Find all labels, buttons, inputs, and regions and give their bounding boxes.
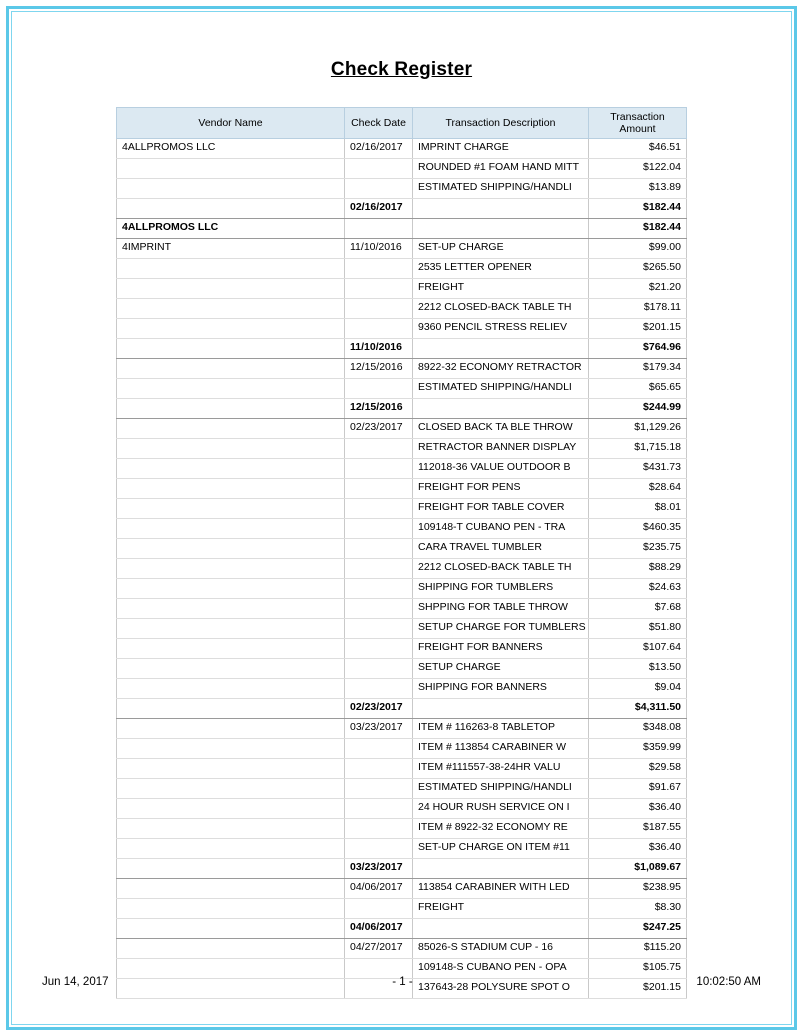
table-row (117, 519, 687, 539)
cell-vendor-name (117, 159, 345, 179)
table-row (117, 259, 687, 279)
cell-vendor-name (117, 179, 345, 199)
page-title: Check Register (330, 59, 473, 80)
cell-vendor-name (117, 439, 345, 459)
cell-transaction-amount: $51.80 (589, 619, 687, 639)
cell-vendor-name (117, 719, 345, 739)
cell-check-date (345, 579, 413, 599)
cell-transaction-description: SET-UP CHARGE (413, 239, 589, 259)
cell-transaction-description: 109148-S CUBANO PEN - OPA (413, 959, 589, 979)
cell-transaction-amount: $8.01 (589, 499, 687, 519)
cell-transaction-amount: $13.50 (589, 659, 687, 679)
table-row (117, 319, 687, 339)
cell-check-date: 12/15/2016 (345, 359, 413, 379)
check-register-table (116, 107, 687, 999)
table-row (117, 719, 687, 739)
column-header-transaction-description: Transaction Description (413, 108, 589, 139)
cell-vendor-name (117, 659, 345, 679)
cell-vendor-name (117, 899, 345, 919)
cell-vendor-name (117, 859, 345, 879)
cell-check-date: 03/23/2017 (345, 859, 413, 879)
footer-date: Jun 14, 2017 (42, 976, 109, 988)
cell-check-date: 02/16/2017 (345, 139, 413, 159)
cell-check-date (345, 219, 413, 239)
table-row (117, 339, 687, 359)
cell-transaction-description: FREIGHT (413, 279, 589, 299)
cell-check-date (345, 619, 413, 639)
cell-check-date (345, 639, 413, 659)
cell-vendor-name (117, 359, 345, 379)
table-row (117, 759, 687, 779)
cell-check-date (345, 459, 413, 479)
cell-transaction-description: FREIGHT FOR PENS (413, 479, 589, 499)
cell-transaction-amount: $182.44 (589, 199, 687, 219)
cell-transaction-amount: $764.96 (589, 339, 687, 359)
cell-transaction-amount: $460.35 (589, 519, 687, 539)
table-row (117, 799, 687, 819)
cell-transaction-amount: $1,129.26 (589, 419, 687, 439)
cell-vendor-name (117, 619, 345, 639)
cell-transaction-amount: $359.99 (589, 739, 687, 759)
table-row (117, 599, 687, 619)
cell-vendor-name (117, 479, 345, 499)
table-row (117, 239, 687, 259)
cell-transaction-description: 8922-32 ECONOMY RETRACTOR (413, 359, 589, 379)
cell-transaction-amount: $7.68 (589, 599, 687, 619)
cell-vendor-name (117, 739, 345, 759)
cell-transaction-amount: $201.15 (589, 319, 687, 339)
cell-vendor-name (117, 839, 345, 859)
cell-transaction-amount: $107.64 (589, 639, 687, 659)
cell-transaction-amount: $65.65 (589, 379, 687, 399)
cell-transaction-amount: $179.34 (589, 359, 687, 379)
cell-vendor-name (117, 339, 345, 359)
cell-transaction-amount: $201.15 (589, 979, 687, 999)
table-row (117, 839, 687, 859)
cell-check-date (345, 839, 413, 859)
table-row (117, 479, 687, 499)
cell-transaction-description: CLOSED BACK TA BLE THROW (413, 419, 589, 439)
cell-transaction-description: FREIGHT FOR BANNERS (413, 639, 589, 659)
cell-vendor-name (117, 819, 345, 839)
table-row (117, 159, 687, 179)
table-row (117, 539, 687, 559)
cell-check-date (345, 279, 413, 299)
table-row (117, 499, 687, 519)
cell-transaction-description: ESTIMATED SHIPPING/HANDLI (413, 179, 589, 199)
table-row (117, 699, 687, 719)
cell-transaction-amount: $1,089.67 (589, 859, 687, 879)
column-header-transaction-amount: Transaction Amount (589, 108, 687, 139)
cell-check-date (345, 739, 413, 759)
table-body (117, 139, 687, 999)
table-row (117, 619, 687, 639)
cell-vendor-name (117, 579, 345, 599)
cell-check-date (345, 759, 413, 779)
cell-transaction-description: 2535 LETTER OPENER (413, 259, 589, 279)
cell-transaction-amount: $187.55 (589, 819, 687, 839)
cell-check-date (345, 519, 413, 539)
cell-transaction-description (413, 339, 589, 359)
cell-vendor-name (117, 319, 345, 339)
cell-check-date (345, 599, 413, 619)
cell-check-date (345, 439, 413, 459)
cell-check-date (345, 539, 413, 559)
cell-transaction-description: ITEM # 8922-32 ECONOMY RE (413, 819, 589, 839)
table-row (117, 939, 687, 959)
cell-check-date: 02/23/2017 (345, 699, 413, 719)
table-row (117, 139, 687, 159)
cell-transaction-amount: $244.99 (589, 399, 687, 419)
table-row (117, 739, 687, 759)
cell-vendor-name (117, 879, 345, 899)
cell-transaction-description: SHIPPING FOR TUMBLERS (413, 579, 589, 599)
cell-transaction-description: FREIGHT (413, 899, 589, 919)
cell-transaction-description: SETUP CHARGE (413, 659, 589, 679)
cell-vendor-name: 4ALLPROMOS LLC (117, 219, 345, 239)
cell-check-date (345, 679, 413, 699)
cell-transaction-amount: $8.30 (589, 899, 687, 919)
cell-vendor-name (117, 779, 345, 799)
cell-transaction-amount: $178.11 (589, 299, 687, 319)
cell-transaction-description: ITEM # 113854 CARABINER W (413, 739, 589, 759)
cell-transaction-amount: $88.29 (589, 559, 687, 579)
table-row (117, 579, 687, 599)
cell-check-date (345, 379, 413, 399)
cell-vendor-name (117, 279, 345, 299)
cell-transaction-amount: $46.51 (589, 139, 687, 159)
cell-check-date: 11/10/2016 (345, 239, 413, 259)
page-footer (42, 976, 761, 988)
cell-transaction-description: 9360 PENCIL STRESS RELIEV (413, 319, 589, 339)
cell-check-date (345, 319, 413, 339)
table-row (117, 899, 687, 919)
cell-transaction-amount: $13.89 (589, 179, 687, 199)
table-row (117, 299, 687, 319)
cell-transaction-description (413, 199, 589, 219)
cell-transaction-amount: $122.04 (589, 159, 687, 179)
cell-transaction-amount: $1,715.18 (589, 439, 687, 459)
footer-page-number: - 1 - (392, 976, 413, 988)
cell-transaction-amount: $36.40 (589, 799, 687, 819)
table-row (117, 859, 687, 879)
cell-check-date (345, 259, 413, 279)
cell-check-date: 04/06/2017 (345, 879, 413, 899)
cell-vendor-name (117, 459, 345, 479)
cell-vendor-name (117, 639, 345, 659)
table-row (117, 879, 687, 899)
cell-vendor-name (117, 759, 345, 779)
cell-transaction-description: ITEM #111557-38-24HR VALU (413, 759, 589, 779)
cell-vendor-name (117, 499, 345, 519)
cell-vendor-name (117, 799, 345, 819)
cell-transaction-description: 112018-36 VALUE OUTDOOR B (413, 459, 589, 479)
report-sheet (15, 15, 788, 1021)
cell-check-date: 02/23/2017 (345, 419, 413, 439)
table-header-row (117, 108, 687, 139)
table-row (117, 279, 687, 299)
cell-transaction-description: IMPRINT CHARGE (413, 139, 589, 159)
cell-transaction-description: CARA TRAVEL TUMBLER (413, 539, 589, 559)
cell-check-date (345, 159, 413, 179)
cell-transaction-amount: $21.20 (589, 279, 687, 299)
cell-check-date (345, 479, 413, 499)
cell-check-date: 03/23/2017 (345, 719, 413, 739)
cell-transaction-description: ESTIMATED SHIPPING/HANDLI (413, 779, 589, 799)
cell-check-date (345, 499, 413, 519)
cell-transaction-amount: $28.64 (589, 479, 687, 499)
cell-check-date (345, 819, 413, 839)
cell-transaction-amount: $115.20 (589, 939, 687, 959)
cell-vendor-name (117, 539, 345, 559)
cell-check-date (345, 779, 413, 799)
table-row (117, 779, 687, 799)
cell-transaction-description: SETUP CHARGE FOR TUMBLERS (413, 619, 589, 639)
cell-transaction-amount: $36.40 (589, 839, 687, 859)
cell-transaction-description: 109148-T CUBANO PEN - TRA (413, 519, 589, 539)
cell-check-date (345, 299, 413, 319)
cell-transaction-description: 24 HOUR RUSH SERVICE ON I (413, 799, 589, 819)
cell-vendor-name (117, 599, 345, 619)
cell-vendor-name (117, 419, 345, 439)
cell-transaction-description: SHIPPING FOR BANNERS (413, 679, 589, 699)
cell-transaction-description: ESTIMATED SHIPPING/HANDLI (413, 379, 589, 399)
table-row (117, 219, 687, 239)
footer-time: 10:02:50 AM (696, 976, 761, 988)
cell-check-date: 04/27/2017 (345, 939, 413, 959)
cell-check-date: 12/15/2016 (345, 399, 413, 419)
table-row (117, 639, 687, 659)
table-row (117, 679, 687, 699)
cell-check-date (345, 559, 413, 579)
table-row (117, 399, 687, 419)
cell-transaction-amount: $24.63 (589, 579, 687, 599)
cell-transaction-amount: $265.50 (589, 259, 687, 279)
table-row (117, 459, 687, 479)
cell-check-date: 04/06/2017 (345, 919, 413, 939)
cell-transaction-amount: $235.75 (589, 539, 687, 559)
cell-transaction-description: RETRACTOR BANNER DISPLAY (413, 439, 589, 459)
cell-vendor-name (117, 399, 345, 419)
cell-transaction-description (413, 919, 589, 939)
table-row (117, 559, 687, 579)
cell-check-date (345, 179, 413, 199)
cell-vendor-name (117, 379, 345, 399)
table-row (117, 919, 687, 939)
cell-check-date (345, 799, 413, 819)
table-row (117, 439, 687, 459)
cell-transaction-description: ITEM # 116263-8 TABLETOP (413, 719, 589, 739)
column-header-check-date: Check Date (345, 108, 413, 139)
cell-transaction-amount: $431.73 (589, 459, 687, 479)
cell-transaction-description (413, 859, 589, 879)
cell-vendor-name (117, 299, 345, 319)
cell-transaction-amount: $105.75 (589, 959, 687, 979)
cell-transaction-description: 137643-28 POLYSURE SPOT O (413, 979, 589, 999)
cell-transaction-amount: $238.95 (589, 879, 687, 899)
cell-transaction-description: 2212 CLOSED-BACK TABLE TH (413, 299, 589, 319)
cell-check-date (345, 899, 413, 919)
cell-vendor-name (117, 559, 345, 579)
cell-vendor-name (117, 939, 345, 959)
cell-check-date (345, 659, 413, 679)
cell-vendor-name (117, 919, 345, 939)
cell-transaction-amount: $4,311.50 (589, 699, 687, 719)
table-row (117, 659, 687, 679)
cell-vendor-name: 4IMPRINT (117, 239, 345, 259)
cell-vendor-name (117, 259, 345, 279)
table-row (117, 819, 687, 839)
cell-transaction-description: ROUNDED #1 FOAM HAND MITT (413, 159, 589, 179)
cell-transaction-description: 85026-S STADIUM CUP - 16 (413, 939, 589, 959)
cell-transaction-description: SHPPING FOR TABLE THROW (413, 599, 589, 619)
cell-check-date: 11/10/2016 (345, 339, 413, 359)
cell-vendor-name (117, 199, 345, 219)
cell-transaction-description: 2212 CLOSED-BACK TABLE TH (413, 559, 589, 579)
cell-transaction-description (413, 399, 589, 419)
cell-transaction-amount: $99.00 (589, 239, 687, 259)
column-header-vendor-name: Vendor Name (117, 108, 345, 139)
table-row (117, 419, 687, 439)
cell-transaction-amount: $182.44 (589, 219, 687, 239)
cell-transaction-amount: $9.04 (589, 679, 687, 699)
table-row (117, 179, 687, 199)
cell-transaction-amount: $29.58 (589, 759, 687, 779)
cell-vendor-name: 4ALLPROMOS LLC (117, 139, 345, 159)
cell-transaction-amount: $91.67 (589, 779, 687, 799)
table-row (117, 359, 687, 379)
cell-transaction-description: 113854 CARABINER WITH LED (413, 879, 589, 899)
cell-transaction-description (413, 219, 589, 239)
cell-vendor-name (117, 679, 345, 699)
cell-transaction-description: FREIGHT FOR TABLE COVER (413, 499, 589, 519)
cell-transaction-amount: $247.25 (589, 919, 687, 939)
table-row (117, 379, 687, 399)
cell-transaction-amount: $348.08 (589, 719, 687, 739)
cell-vendor-name (117, 519, 345, 539)
cell-transaction-description (413, 699, 589, 719)
table-row (117, 199, 687, 219)
cell-transaction-description: SET-UP CHARGE ON ITEM #11 (413, 839, 589, 859)
cell-check-date: 02/16/2017 (345, 199, 413, 219)
cell-vendor-name (117, 699, 345, 719)
